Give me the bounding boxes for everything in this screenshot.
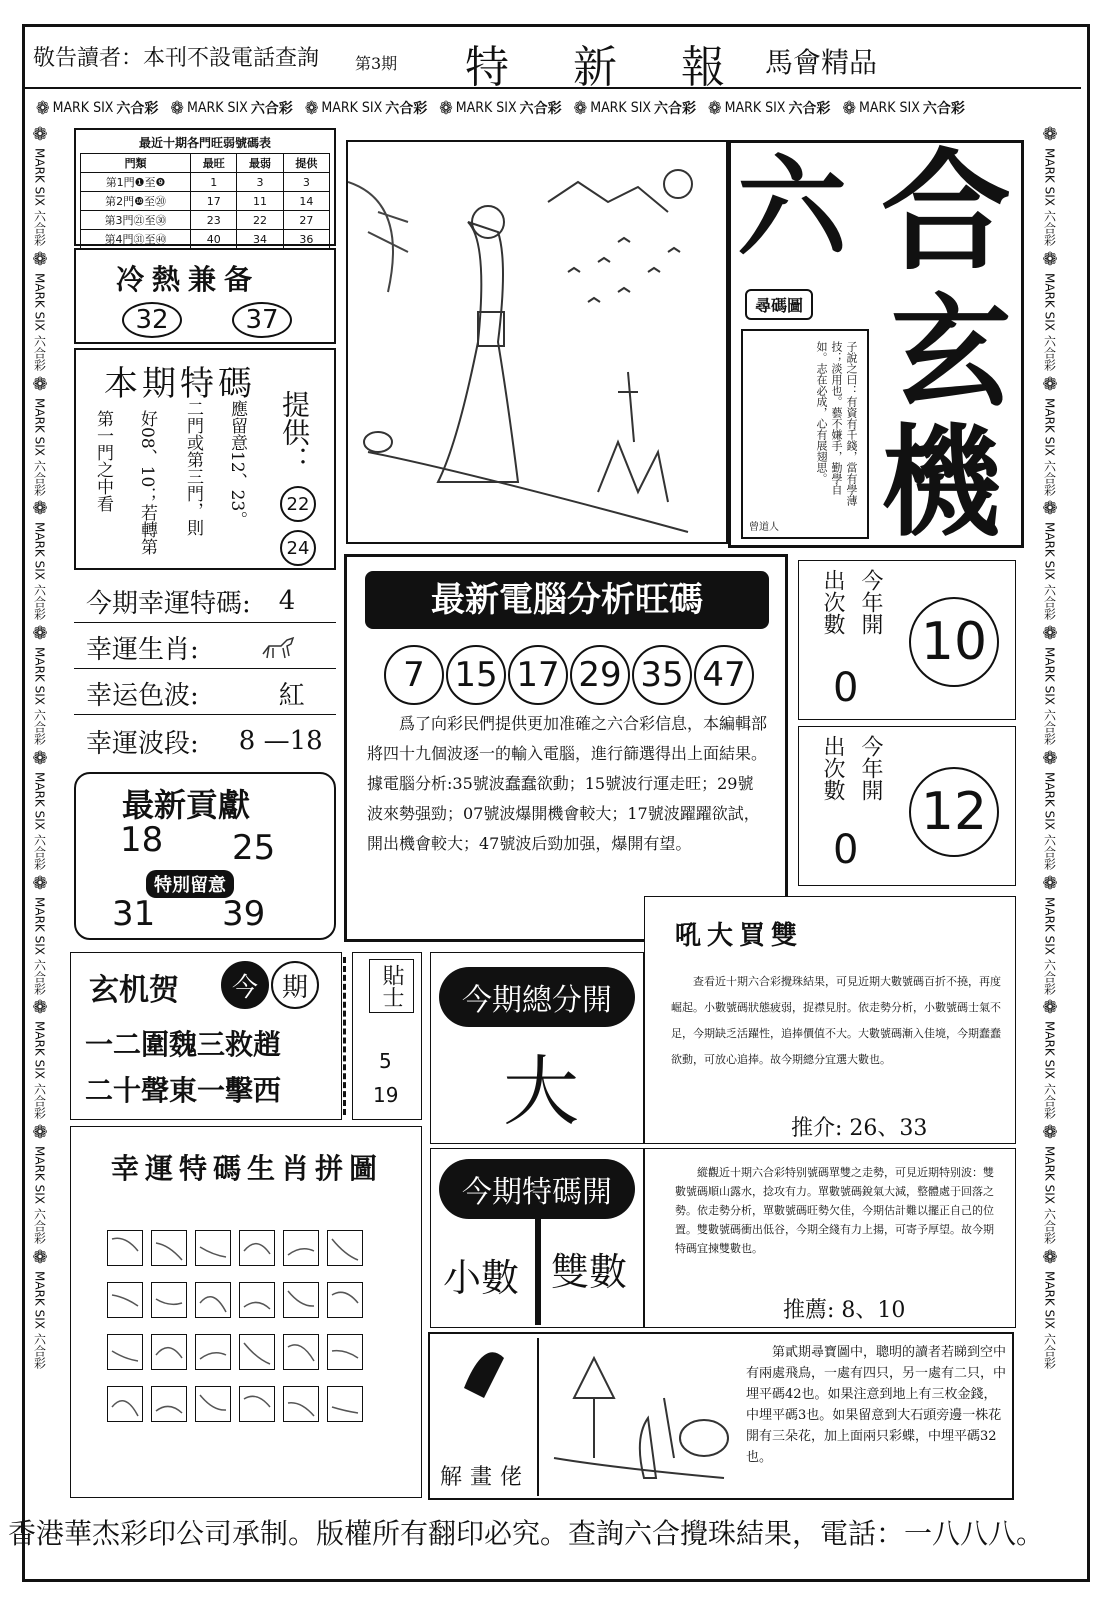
riddle-box bbox=[428, 1332, 1014, 1500]
table-cell: 14 bbox=[283, 192, 329, 211]
right-marquee-strip bbox=[1038, 124, 1062, 1504]
puzzle-tile bbox=[283, 1282, 319, 1318]
puzzle-tile bbox=[195, 1282, 231, 1318]
attention-num-2: 39 bbox=[222, 894, 266, 934]
computer-ball: 17 bbox=[508, 645, 568, 705]
mark-six-text: MARK SIX 六合彩 bbox=[32, 1146, 47, 1245]
flower-icon: ❁ bbox=[304, 97, 319, 119]
flower-icon: ❁ bbox=[32, 124, 48, 145]
cold-hot-title: 冷熱兼备 bbox=[116, 263, 261, 296]
stat-2-label-b: 今年開 bbox=[858, 735, 883, 801]
table-header-cell: 最旺 bbox=[191, 154, 237, 173]
xuanji-box bbox=[70, 952, 342, 1120]
mark-six-text: MARK SIX bbox=[186, 100, 248, 116]
attention-badge: 特別留意 bbox=[146, 870, 234, 898]
puzzle-tile bbox=[283, 1230, 319, 1266]
puzzle-row bbox=[107, 1230, 427, 1282]
mark-six-text: MARK SIX 六合彩 bbox=[32, 1271, 47, 1369]
mark-six-logo bbox=[170, 98, 292, 119]
logo-char-1: 六 bbox=[737, 143, 847, 272]
special-text: 縱觀近十期六合彩特别號碼單雙之走勢，可見近期特别波：雙數號碼順山露水，捻攻有力。單數號碼銳氣大減，整體處于回落之勢。依走勢分析，單數號碼旺勢欠佳，今期估計難以擺正自己的位置。雙數號碼衝出低谷，今期全綫有力上揚，可寄予厚望。故今期特碼宜揀雙數也。 bbox=[675, 1166, 994, 1255]
mark-six-text: MARK SIX bbox=[590, 100, 652, 116]
mark-six-text: MARK SIX 六合彩 bbox=[1042, 522, 1057, 621]
puzzle-tile bbox=[195, 1386, 231, 1422]
total-shout: 吼大買雙 bbox=[675, 921, 804, 951]
puzzle-tile bbox=[327, 1282, 363, 1318]
stat-2-count: 0 bbox=[833, 827, 859, 873]
mark-six-text: MARK SIX bbox=[52, 100, 114, 116]
flower-icon: ❁ bbox=[1042, 623, 1058, 645]
header-title: 特 新 報 bbox=[465, 42, 735, 93]
total-recommend: 推介: 26、33 bbox=[791, 1116, 928, 1141]
stat-2-number: 12 bbox=[909, 767, 999, 857]
total-result: 大 bbox=[503, 1047, 579, 1136]
total-title: 今期總分開 bbox=[439, 967, 635, 1027]
header bbox=[25, 27, 1081, 93]
lucky-range-row bbox=[74, 720, 336, 762]
mark-six-text: MARK SIX 六合彩 bbox=[32, 522, 47, 621]
xuanji-line-2: 二十聲東一擊西 bbox=[85, 1074, 282, 1107]
special-box bbox=[430, 1148, 644, 1328]
mark-six-text: MARK SIX 六合彩 bbox=[32, 647, 47, 745]
flower-icon: ❁ bbox=[1042, 124, 1058, 145]
mark-six-text: MARK SIX 六合彩 bbox=[32, 148, 47, 246]
puzzle-tile bbox=[239, 1282, 275, 1318]
table-header-cell: 最弱 bbox=[237, 154, 283, 173]
puzzle-tile bbox=[239, 1386, 275, 1422]
total-box bbox=[430, 952, 644, 1144]
tip-title: 貼士 bbox=[369, 959, 414, 1013]
flower-icon: ❁ bbox=[842, 97, 857, 119]
logo-seal: 尋碼圖 bbox=[745, 289, 813, 320]
header-issue: 第3期 bbox=[355, 54, 398, 73]
computer-ball: 35 bbox=[632, 645, 692, 705]
mark-six-text: MARK SIX 六合彩 bbox=[1042, 1271, 1057, 1369]
mark-six-text: MARK SIX 六合彩 bbox=[1042, 1146, 1057, 1245]
logo-box bbox=[728, 135, 1024, 553]
table-cell: 27 bbox=[283, 211, 329, 230]
total-text: 查看近十期六合彩攪珠結果，可見近期大數號碼百折不撓，再度崛起。小數號碼狀態疲弱，捉襟見肘。依走勢分析，小數號碼士氣不足，今期缺乏活躍性，追捧價值不大。大數號碼漸入佳境，今期蠢蠢欲動，可放心追捧。故今期總分宜選大數也。 bbox=[671, 975, 1001, 1066]
flower-icon: ❁ bbox=[32, 498, 48, 520]
odds-table-box bbox=[74, 128, 336, 246]
flower-icon: ❁ bbox=[1042, 872, 1058, 894]
mark-six-text: MARK SIX 六合彩 bbox=[32, 397, 47, 496]
mark-six-text: MARK SIX 六合彩 bbox=[1042, 896, 1057, 995]
attention-num-1: 31 bbox=[112, 894, 156, 934]
puzzle-tile bbox=[107, 1282, 143, 1318]
stat-box-1 bbox=[798, 560, 1016, 720]
flower-icon: ❁ bbox=[1042, 373, 1058, 395]
puzzle-grid bbox=[107, 1230, 427, 1438]
cold-hot-num-1: 32 bbox=[122, 302, 182, 338]
tip-num-2: 19 bbox=[373, 1083, 399, 1107]
mark-six-logo bbox=[305, 98, 427, 119]
computer-ball: 15 bbox=[446, 645, 506, 705]
flower-icon: ❁ bbox=[32, 1122, 48, 1144]
stat-box-2 bbox=[798, 726, 1016, 886]
riddle-text: 第貳期尋寶圖中，聰明的讀者若睇到空中有兩處飛鳥，一處有四只，另一處有二只，中埋平碼42也。如果注意到地上有三枚金錢，中埋平碼3也。如果留意到大石頭旁邊一株花開有三朵花，加上面兩只彩蝶，中埋平碼32也。 bbox=[746, 1345, 1007, 1465]
stat-1-number: 10 bbox=[909, 597, 999, 687]
puzzle-tile bbox=[151, 1334, 187, 1370]
puzzle-tile bbox=[239, 1334, 275, 1370]
this-period-col2: 好08、10；若轉第 bbox=[137, 410, 157, 556]
total-analysis-box bbox=[644, 896, 1016, 1144]
lucky-color-value: 紅 bbox=[278, 680, 305, 711]
left-marquee-strip bbox=[28, 124, 52, 1504]
mark-six-text: MARK SIX 六合彩 bbox=[32, 896, 47, 995]
mark-six-text: MARK SIX 六合彩 bbox=[1042, 647, 1057, 745]
special-analysis-box bbox=[644, 1148, 1016, 1328]
table-cell: 3 bbox=[237, 173, 283, 192]
lucky-special-value: 4 bbox=[278, 586, 296, 616]
puzzle-tile bbox=[327, 1230, 363, 1266]
header-notice: 敬告讀者：本刊不設電話查詢 bbox=[33, 46, 320, 71]
flower-icon: ❁ bbox=[573, 97, 588, 119]
this-period-num-2: 24 bbox=[280, 530, 316, 566]
mark-six-cn-text: 六合彩 bbox=[385, 101, 428, 117]
puzzle-tile bbox=[283, 1386, 319, 1422]
mark-six-cn-text: 六合彩 bbox=[116, 101, 159, 117]
flower-icon: ❁ bbox=[1042, 1247, 1058, 1269]
puzzle-tile bbox=[107, 1230, 143, 1266]
scholar-drawing bbox=[348, 142, 726, 542]
puzzle-row bbox=[107, 1386, 427, 1438]
puzzle-tile bbox=[107, 1386, 143, 1422]
scholar-illustration bbox=[346, 140, 728, 544]
tip-num-1: 5 bbox=[379, 1049, 392, 1073]
puzzle-tile bbox=[195, 1230, 231, 1266]
contribution-num-1: 18 bbox=[120, 820, 164, 860]
logo-scroll-sign: 曾道人 bbox=[749, 522, 779, 533]
lucky-special-label: 今期幸運特碼: bbox=[86, 588, 251, 619]
this-period-col1: 第一門之中看 bbox=[93, 410, 113, 512]
contribution-title: 最新貢獻 bbox=[122, 786, 251, 824]
special-recommend: 推薦: 8、10 bbox=[783, 1298, 906, 1323]
dotted-divider bbox=[343, 957, 346, 1115]
horse-icon bbox=[259, 632, 299, 662]
header-tag: 馬會精品 bbox=[765, 46, 878, 79]
table-cell: 第2門❿至⑳ bbox=[81, 192, 191, 211]
table-cell: 17 bbox=[191, 192, 237, 211]
lucky-color-row bbox=[74, 672, 336, 715]
flower-icon: ❁ bbox=[32, 997, 48, 1019]
table-row bbox=[81, 211, 330, 230]
mark-six-text: MARK SIX bbox=[859, 100, 920, 116]
stat-1-label-a: 出次數 bbox=[820, 569, 845, 635]
table-cell: 11 bbox=[237, 192, 283, 211]
flower-icon: ❁ bbox=[1042, 1122, 1058, 1144]
this-period-provide: 提供： bbox=[278, 390, 311, 474]
logo-char-4: 機 bbox=[881, 412, 1001, 553]
table-cell: 40 bbox=[191, 230, 237, 249]
mark-six-text: MARK SIX bbox=[321, 100, 383, 116]
mark-six-logo bbox=[708, 98, 830, 119]
flower-icon: ❁ bbox=[1042, 747, 1058, 769]
lucky-special-row bbox=[74, 580, 336, 623]
table-cell: 22 bbox=[237, 211, 283, 230]
table-cell: 34 bbox=[237, 230, 283, 249]
contribution-num-2: 25 bbox=[232, 828, 276, 868]
stat-1-count: 0 bbox=[833, 665, 859, 711]
logo-char-3: 玄 bbox=[891, 282, 1011, 423]
mark-six-text: MARK SIX bbox=[455, 100, 517, 116]
flower-icon: ❁ bbox=[32, 623, 48, 645]
xuanji-badge-2: 期 bbox=[271, 961, 319, 1009]
mark-six-cn-text: 六合彩 bbox=[654, 101, 697, 117]
puzzle-tile bbox=[151, 1386, 187, 1422]
mark-six-logo bbox=[574, 98, 696, 119]
puzzle-tile bbox=[239, 1230, 275, 1266]
table-header-cell: 提供 bbox=[283, 154, 329, 173]
mark-six-cn-text: 六合彩 bbox=[519, 101, 562, 117]
logo-scroll-text: 子說之曰：有資有千錢，當有學薄技；淡用也。藝不嫌手，勤學自如。志在必成，心有展翅思。 bbox=[815, 341, 858, 506]
flower-icon: ❁ bbox=[32, 373, 48, 395]
mark-six-cn-text: 六合彩 bbox=[922, 101, 965, 117]
riddle-label: 解畫佬 bbox=[440, 1465, 531, 1490]
puzzle-tile bbox=[107, 1334, 143, 1370]
table-cell: 1 bbox=[191, 173, 237, 192]
flower-icon: ❁ bbox=[1042, 248, 1058, 270]
flower-icon: ❁ bbox=[439, 97, 453, 119]
flower-icon: ❁ bbox=[32, 872, 48, 894]
mark-six-text: MARK SIX bbox=[724, 100, 786, 116]
contribution-box bbox=[74, 772, 336, 940]
this-period-title: 本期特碼 bbox=[104, 364, 256, 404]
puzzle-grid-box bbox=[70, 1200, 422, 1498]
this-period-num-1: 22 bbox=[280, 486, 316, 522]
flower-icon: ❁ bbox=[36, 97, 50, 119]
table-cell: 36 bbox=[283, 230, 329, 249]
table-cell: 第3門㉑至㉚ bbox=[81, 211, 191, 230]
special-divider bbox=[535, 1219, 541, 1325]
flower-icon: ❁ bbox=[32, 747, 48, 769]
puzzle-tile bbox=[151, 1282, 187, 1318]
computer-ball: 29 bbox=[570, 645, 630, 705]
lucky-zodiac-row bbox=[74, 626, 336, 669]
puzzle-tile bbox=[195, 1334, 231, 1370]
this-period-col4: 應留意12、23。 bbox=[227, 400, 247, 529]
logo-scroll bbox=[741, 329, 869, 539]
computer-ball: 47 bbox=[694, 645, 754, 705]
mark-six-text: MARK SIX 六合彩 bbox=[32, 272, 47, 371]
tip-box bbox=[352, 952, 422, 1120]
computer-text: 爲了向彩民們提供更加准確之六合彩信息，本編輯部將四十九個波逐一的輸入電腦，進行篩選得出上面結果。據電腦分析:35號波蠢蠢欲動；15號波行運走旺；29號波來勢强勁；07號波爆開機會較大；17號波躍躍欲試，開出機會較大；47號波后勁加强，爆開有望。 bbox=[367, 714, 768, 853]
odds-table-title: 最近十期各門旺弱號碼表 bbox=[138, 136, 271, 150]
mark-six-text: MARK SIX 六合彩 bbox=[32, 771, 47, 870]
flower-icon: ❁ bbox=[32, 1247, 48, 1269]
special-result-2: 雙數 bbox=[551, 1250, 628, 1294]
cold-hot-box bbox=[74, 248, 336, 344]
table-row bbox=[81, 230, 330, 249]
mark-six-logo bbox=[439, 98, 561, 119]
logo-char-2: 合 bbox=[881, 135, 1012, 288]
flower-icon: ❁ bbox=[1042, 997, 1058, 1019]
stat-1-label-b: 今年開 bbox=[858, 569, 883, 635]
table-cell: 第4門㉛至㊵ bbox=[81, 230, 191, 249]
mark-six-text: MARK SIX 六合彩 bbox=[32, 1021, 47, 1120]
mark-six-cn-text: 六合彩 bbox=[788, 101, 831, 117]
table-row bbox=[81, 173, 330, 192]
lucky-color-label: 幸运色波: bbox=[86, 680, 199, 711]
mark-six-cn-text: 六合彩 bbox=[250, 101, 293, 117]
lucky-range-value: 8 —18 bbox=[238, 726, 323, 756]
computer-ball: 7 bbox=[384, 645, 444, 705]
puzzle-tile bbox=[327, 1334, 363, 1370]
this-period-col3: 二門或第三門，則 bbox=[183, 400, 203, 536]
puzzle-tile bbox=[151, 1230, 187, 1266]
mark-six-logo bbox=[842, 98, 964, 119]
lucky-range-label: 幸運波段: bbox=[86, 728, 199, 759]
puzzle-tile bbox=[327, 1386, 363, 1422]
stat-2-label-a: 出次數 bbox=[820, 735, 845, 801]
computer-balls bbox=[383, 645, 763, 705]
xuanji-badge-1: 今 bbox=[221, 961, 269, 1009]
mark-six-text: MARK SIX 六合彩 bbox=[1042, 272, 1057, 371]
special-title: 今期特碼開 bbox=[439, 1159, 635, 1219]
table-cell: 3 bbox=[283, 173, 329, 192]
special-result-1: 小數 bbox=[443, 1256, 520, 1300]
table-cell: 23 bbox=[191, 211, 237, 230]
mark-six-text: MARK SIX 六合彩 bbox=[1042, 397, 1057, 496]
top-marquee bbox=[36, 92, 1072, 124]
footer: 香港華杰彩印公司承制。版權所有翻印必究。查詢六合攪珠結果，電話：一八八八。 bbox=[8, 1517, 1045, 1550]
lucky-zodiac-label: 幸運生肖: bbox=[86, 634, 199, 665]
puzzle-row bbox=[107, 1282, 427, 1334]
puzzle-tile bbox=[283, 1334, 319, 1370]
computer-title-banner bbox=[365, 571, 769, 629]
mark-six-text: MARK SIX 六合彩 bbox=[1042, 771, 1057, 870]
puzzle-row bbox=[107, 1334, 427, 1386]
xuanji-line-1: 一二圍魏三救趙 bbox=[85, 1028, 282, 1061]
flower-icon: ❁ bbox=[1042, 498, 1058, 520]
flower-icon: ❁ bbox=[170, 97, 184, 119]
table-header-cell: 門類 bbox=[81, 154, 191, 173]
mark-six-logo bbox=[36, 98, 158, 119]
table-cell: 第1門❶至❾ bbox=[81, 173, 191, 192]
computer-analysis-box bbox=[344, 554, 788, 942]
this-period-box bbox=[74, 348, 336, 570]
puzzle-title: 幸運特碼生肖拼圖 bbox=[111, 1152, 384, 1185]
table-row bbox=[81, 192, 330, 211]
mark-six-text: MARK SIX 六合彩 bbox=[1042, 148, 1057, 246]
cold-hot-num-2: 37 bbox=[232, 302, 292, 338]
mark-six-text: MARK SIX 六合彩 bbox=[1042, 1021, 1057, 1120]
xuanji-prefix: 玄机贺 bbox=[89, 973, 179, 1008]
flower-icon: ❁ bbox=[708, 97, 722, 119]
flower-icon: ❁ bbox=[32, 248, 48, 270]
computer-title: 最新電腦分析旺碼 bbox=[431, 580, 703, 620]
